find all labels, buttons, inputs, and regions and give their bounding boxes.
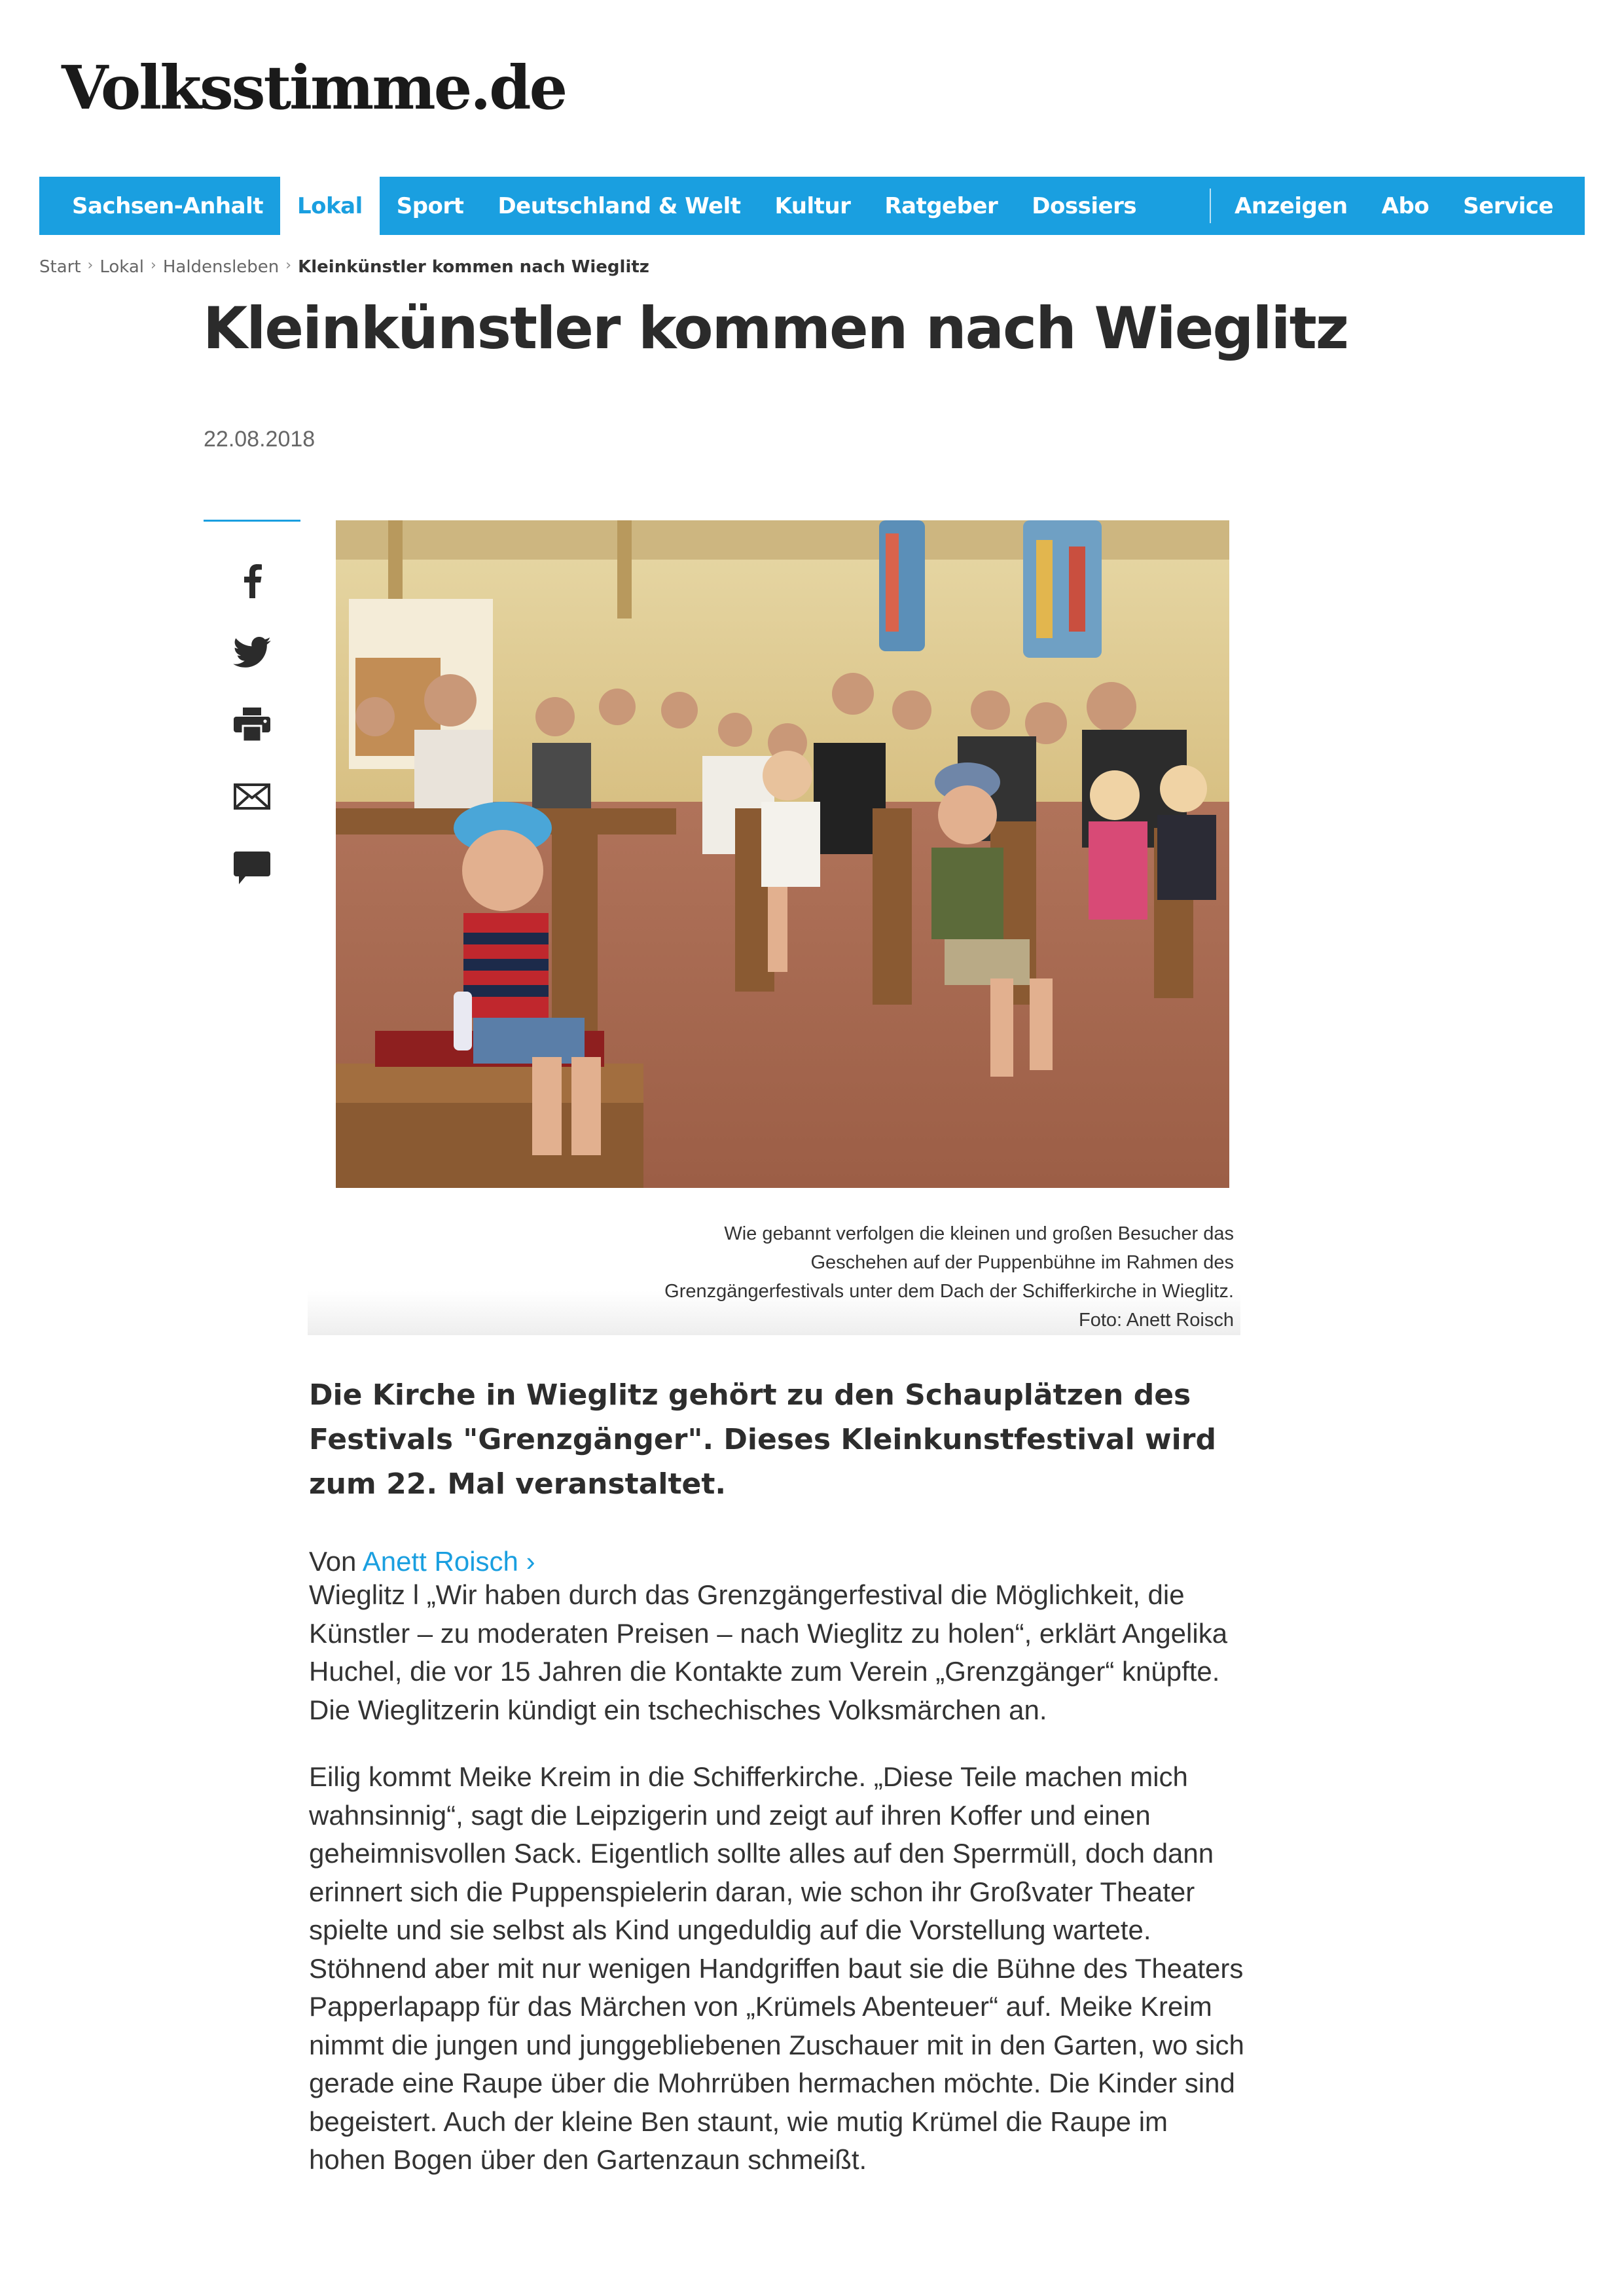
share-bar [229,560,275,889]
print-icon[interactable] [232,704,272,745]
nav-divider [1210,188,1211,223]
twitter-icon[interactable] [232,632,272,673]
nav-item-kultur[interactable]: Kultur [774,192,851,219]
nav-item-deutschland-welt[interactable]: Deutschland & Welt [497,192,741,219]
share-divider [204,520,300,522]
site-logo[interactable]: Volksstimme.de [62,52,566,123]
article-paragraph: Eilig kommt Meike Kreim in die Schifferkirche. „Diese Teile machen mich wahnsinnig“, sagt die Leipzigerin und zeigt auf ihren Koffer und einen geheimnisvollen Sack. Eigentlich sollte alles auf den Sperrmüll, doch dann erinnert sich die Puppenspielerin daran, wie schon ihr Großvater Theater spielte und sie selbst als Kind ungeduldig auf die Vorstellung wartete. Stöhnend aber mit nur wenigen Handgriffen baut sie die Bühne des Theaters Papperlapapp für das Märchen von „Krümels Abenteuer“ auf. Meike Kreim nimmt die jungen und junggebliebenen Zuschauer mit in den Garten, wo sich gerade eine Raupe über die Mohrrüben hermachen möchte. Die Kinder sind begeistert. Auch der kleine Ben staunt, wie mutig Krümel die Raupe im hohen Bogen über den Gartenzaun schmeißt. [309,1761,1244,2175]
breadcrumb-current: Kleinkünstler kommen nach Wieglitz [298,257,649,277]
comment-icon[interactable] [232,848,272,889]
nav-item-lokal[interactable]: Lokal [280,177,380,235]
nav-item-service[interactable]: Service [1463,192,1553,219]
nav-item-sport[interactable]: Sport [396,192,464,219]
breadcrumb-separator: › [87,257,94,274]
byline-prefix: Von [309,1546,357,1577]
breadcrumb-separator: › [151,257,156,274]
church-audience-photo [336,520,1229,1188]
article-title: Kleinkünstler kommen nach Wieglitz [203,295,1348,362]
byline [309,1546,535,1577]
breadcrumb-start[interactable]: Start [39,257,81,277]
article-paragraph: Wieglitz l „Wir haben durch das Grenzgängerfestival die Möglichkeit, die Künstler – zu moderaten Preisen – nach Wieglitz zu holen“, erklärt Angelika Huchel, die vor 15 Jahren die Kontakte zum Verein „Grenzgänger“ knüpfte. Die Wieglitzerin kündigt ein tschechisches Volksmärchen an. [309,1579,1228,1725]
nav-item-dossiers[interactable]: Dossiers [1032,192,1137,219]
photo-caption: Wie gebannt verfolgen die kleinen und großen Besucher das Geschehen auf der Puppenbühne im Rahmen des Grenzgängerfestivals unter dem Dach der Schifferkirche in Wieglitz. Foto: Anett Roisch [664,1223,1234,1331]
article-photo [336,520,1229,1188]
nav-item-sachsen-anhalt[interactable]: Sachsen-Anhalt [72,192,263,219]
author-link[interactable]: Anett Roisch › [362,1546,535,1577]
article-lead: Die Kirche in Wieglitz gehört zu den Schauplätzen des Festivals "Grenzgänger". Dieses Kleinkunstfestival wird zum 22. Mal veranstaltet. [309,1378,1216,1501]
article-body [309,1576,1252,2208]
facebook-icon[interactable] [232,560,272,601]
nav-item-abo[interactable]: Abo [1381,192,1430,219]
photo-caption-box [308,1188,1240,1335]
main-navigation [39,177,1585,235]
nav-spacer [1153,177,1210,235]
mail-icon[interactable] [232,776,272,817]
breadcrumb [39,257,649,277]
article-date: 22.08.2018 [204,427,316,452]
breadcrumb-lokal[interactable]: Lokal [99,257,145,277]
nav-item-anzeigen[interactable]: Anzeigen [1235,192,1348,219]
breadcrumb-separator: › [285,257,292,274]
breadcrumb-haldensleben[interactable]: Haldensleben [162,257,280,277]
nav-item-ratgeber[interactable]: Ratgeber [884,192,998,219]
